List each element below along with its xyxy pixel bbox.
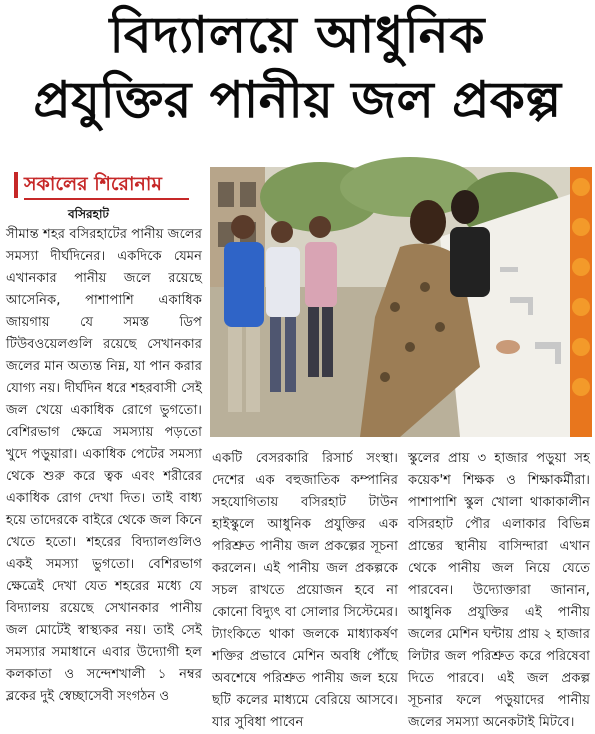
headline <box>0 2 595 132</box>
article-column-1: সীমান্ত শহর বসিরহাটের পানীয় জলের সমস্যা দীর্ঘদিনের। একদিকে যেমন এখানকার পানীয় জলে রয়েছে আসেনিক, পাশাপাশি একাধিক জায়গায় যে সমস্ত ডিপ টিউবওয়েলগুলি রয়েছে সেখানকার জলের মান অত্যন্ত নিম্ন, যা পান করার যোগ্য নয়। দীর্ঘদিন ধরে শহরবাসী সেই জল খেয়ে একাধিক রোগে ভুগতো। বেশিরভাগ ক্ষেত্রে সমস্যায় পড়তো খুদে পড়ুয়ারা। একাধিক পেটের সমস্যা থেকে শুরু করে ত্বক এবং শরীরের একাধিক রোগ দেখা দিত। তাই বাধ্য হয়ে তাদেরকে বাইরে থেকে জল কিনে খেতে হতো। শহরের বিদ্যালগুলিও একই সমস্যা ভুগতো। বেশিরভাগ ক্ষেত্রেই দেখা যেত শহরের মধ্যে যে বিদ্যালয় রয়েছে সেখানকার পানীয় জল মোটেই স্বাস্থ্যকর নয়। তাই সেই সমস্যার সমাধানে এবার উদ্যোগী হল কলকাতা ও সন্দেশখালী ১ নম্বর ব্লকের দুই স্বেচ্ছাসেবী সংগঠন ও <box>6 227 202 704</box>
brand-underline <box>24 198 189 200</box>
dateline: বসিরহাট <box>68 207 109 221</box>
headline-line-1: বিদ্যালয়ে আধুনিক <box>109 6 486 64</box>
brand-label <box>14 170 194 200</box>
brand-bar <box>14 172 18 198</box>
article-column-3: স্কুলের প্রায় ৩ হাজার পড়ুয়া সহ কয়েক'শ শিক্ষক ও শিক্ষাকর্মীরা। পাশাপাশি স্কুল খোলা থাকাকালীন বসিরহাট পৌর এলাকার বিভিন্ন প্রান্তের স্থানীয় বাসিন্দারা এখান থেকে পানীয় জল নিয়ে যেতে পারবেন। উদ্যোক্তারা জানান, আধুনিক প্রযুক্তির এই পানীয় জলের মেশিন ঘন্টায় প্রায় ২ হাজার লিটার জল পরিশ্রুত করে পরিষেবা দিতে পারবে। এই জল প্রকল্প সূচনার ফলে পড়ুয়াদের পানীয় জলের সমস্যা অনেকটাই মিটবে। <box>408 451 590 730</box>
headline-line-2: প্রযুক্তির পানীয় জল প্রকল্প <box>33 71 562 129</box>
news-photo <box>210 167 592 437</box>
brand-text: সকালের শিরোনাম <box>24 173 162 195</box>
article-column-2: একটি বেসরকারি রিসার্চ সংস্থা। দেশের এক বহুজাতিক কম্পানির সহযোগিতায় বসিরহাট টাউন হাইস্কুলে আধুনিক প্রযুক্তির এক পরিশ্রুত পানীয় জল প্রকল্পের সূচনা করলেন। এই পানীয় জল প্রকল্পকে সচল রাখতে প্রয়োজন হবে না কোনো বিদ্যুৎ বা সোলার সিস্টেমের। ট্যাংকিতে থাকা জলকে মাধ্যাকর্ষণ শক্তির প্রভাবে মেশিন অবধি পৌঁছে অবশেষে পরিশ্রুত পানীয় জল হয়ে ছটি কলের মাধ্যমে বেরিয়ে আসবে। যার সুবিধা পাবেন <box>212 451 398 730</box>
